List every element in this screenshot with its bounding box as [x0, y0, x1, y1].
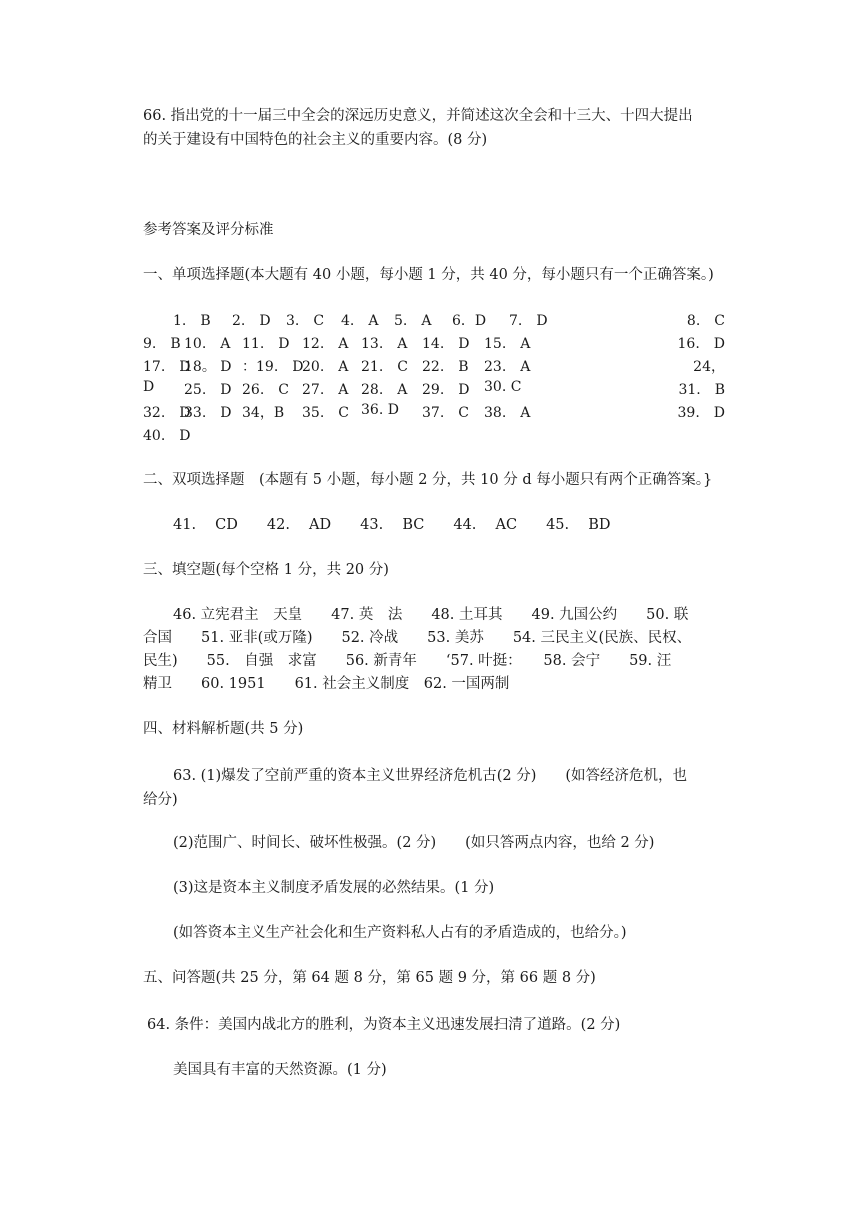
answer-cell: 36. D — [361, 402, 399, 418]
single-choice-answer-grid — [143, 310, 725, 448]
answer-cell: 39. D — [677, 405, 725, 421]
answer-cell: 3. C — [286, 313, 325, 329]
answer-cell: 21. C — [361, 359, 408, 375]
answer-cell: 2. D — [232, 313, 271, 329]
answer-cell: 13. A — [361, 336, 408, 352]
answer-cell: 11. D — [242, 336, 290, 352]
section-2-heading: 二、双项选择题 (本题有 5 小题，每小题 2 分，共 10 分 d 每小题只有两个正确答案。} — [143, 472, 713, 488]
answer-row — [143, 333, 725, 356]
answer-cell: 10. A — [184, 336, 231, 352]
answer-cell: 5. A — [394, 313, 432, 329]
answer-cell: 22. B — [422, 359, 469, 375]
answer-row — [143, 379, 725, 402]
answer-64-line-2: 美国具有丰富的天然资源。(1 分) — [173, 1062, 387, 1078]
question-66-line-1: 66. 指出党的十一届三中全会的深远历史意义，并简述这次全会和十三大、十四大提出 — [143, 108, 693, 124]
answer-cell: 40. D — [143, 428, 191, 444]
section-1-heading: 一、单项选择题(本大题有 40 小题，每小题 1 分，共 40 分，每小题只有一个正确答案。) — [143, 267, 714, 283]
answer-row — [143, 310, 725, 333]
section-3-heading: 三、填空题(每个空格 1 分，共 20 分) — [143, 562, 389, 578]
answer-cell: 30. C — [484, 379, 522, 395]
section-3-line-3: 民生) 55. 自强 求富 56. 新青年 ‘57. 叶挺： 58. 会宁 59. 汪 — [143, 653, 672, 669]
question-66-line-2: 的关于建设有中国特色的社会主义的重要内容。(8 分) — [143, 132, 488, 148]
answer-cell: 26. C — [242, 382, 289, 398]
answer-cell: 25. D — [184, 382, 232, 398]
answer-row — [143, 356, 725, 379]
answer-cell: 12. A — [302, 336, 349, 352]
answer-row — [143, 402, 725, 425]
answer-63-1-line-1: 63. (1)爆发了空前严重的资本主义世界经济危机古(2 分) (如答经济危机，也 — [173, 768, 688, 784]
answer-cell: 18。 D — [184, 359, 232, 375]
answer-cell: 24， — [693, 359, 725, 375]
answer-63-3: (3)这是资本主义制度矛盾发展的必然结果。(1 分) — [173, 880, 495, 896]
answer-cell: 38. A — [484, 405, 531, 421]
answer-cell: 16. D — [677, 336, 725, 352]
answer-cell: 33. D — [184, 405, 232, 421]
answer-cell: 35. C — [302, 405, 349, 421]
answer-63-note: (如答资本主义生产社会化和生产资料私人占有的矛盾造成的，也给分。) — [173, 925, 627, 941]
answer-cell: 8. C — [686, 313, 725, 329]
answer-cell: 6．D — [452, 313, 487, 329]
answer-cell: 14. D — [422, 336, 470, 352]
answer-key-title: 参考答案及评分标准 — [143, 222, 274, 238]
section-4-heading: 四、材料解析题(共 5 分) — [143, 721, 304, 737]
answer-cell: 20. A — [302, 359, 349, 375]
answer-cell: 23. A — [484, 359, 531, 375]
answer-63-2: (2)范围广、时间长、破坏性极强。(2 分) (如只答两点内容，也给 2 分) — [173, 835, 655, 851]
answer-cell: 29. D — [422, 382, 470, 398]
answer-cell: 31. B — [678, 382, 725, 398]
answer-63-1-line-2: 给分) — [143, 792, 178, 808]
answer-cell: 17. D — [143, 359, 191, 375]
answer-cell: 1. B — [173, 313, 211, 329]
answer-cell: 34，B — [242, 405, 285, 421]
answer-cell: ：19. D — [242, 359, 304, 375]
answer-cell: 37. C — [422, 405, 469, 421]
answer-cell: 27. A — [302, 382, 349, 398]
answer-cell: 9. B — [143, 336, 181, 352]
answer-64-line-1: 64. 条件：美国内战北方的胜利，为资本主义迅速发展扫清了道路。(2 分) — [147, 1017, 621, 1033]
answer-cell: 15. A — [484, 336, 531, 352]
answer-row — [143, 425, 725, 448]
section-3-line-2: 合国 51. 亚非(或万隆) 52. 冷战 53. 美苏 54. 三民主义(民族、民权、 — [143, 630, 692, 646]
answer-cell: 28. A — [361, 382, 408, 398]
section-3-line-1: 46. 立宪君主 天皇 47. 英 法 48. 土耳其 49. 九国公约 50. 联 — [173, 607, 689, 623]
answer-cell: 32. D — [143, 405, 191, 421]
section-2-answers: 41. CD 42. AD 43. BC 44. AC 45. BD — [173, 517, 611, 533]
answer-cell: 7. D — [509, 313, 548, 329]
answer-cell: D — [143, 379, 155, 395]
section-3-line-4: 精卫 60. 1951 61. 社会主义制度 62. 一国两制 — [143, 676, 510, 692]
section-5-heading: 五、问答题(共 25 分，第 64 题 8 分，第 65 题 9 分，第 66 题 8 分) — [143, 970, 596, 986]
answer-cell: 4. A — [341, 313, 379, 329]
